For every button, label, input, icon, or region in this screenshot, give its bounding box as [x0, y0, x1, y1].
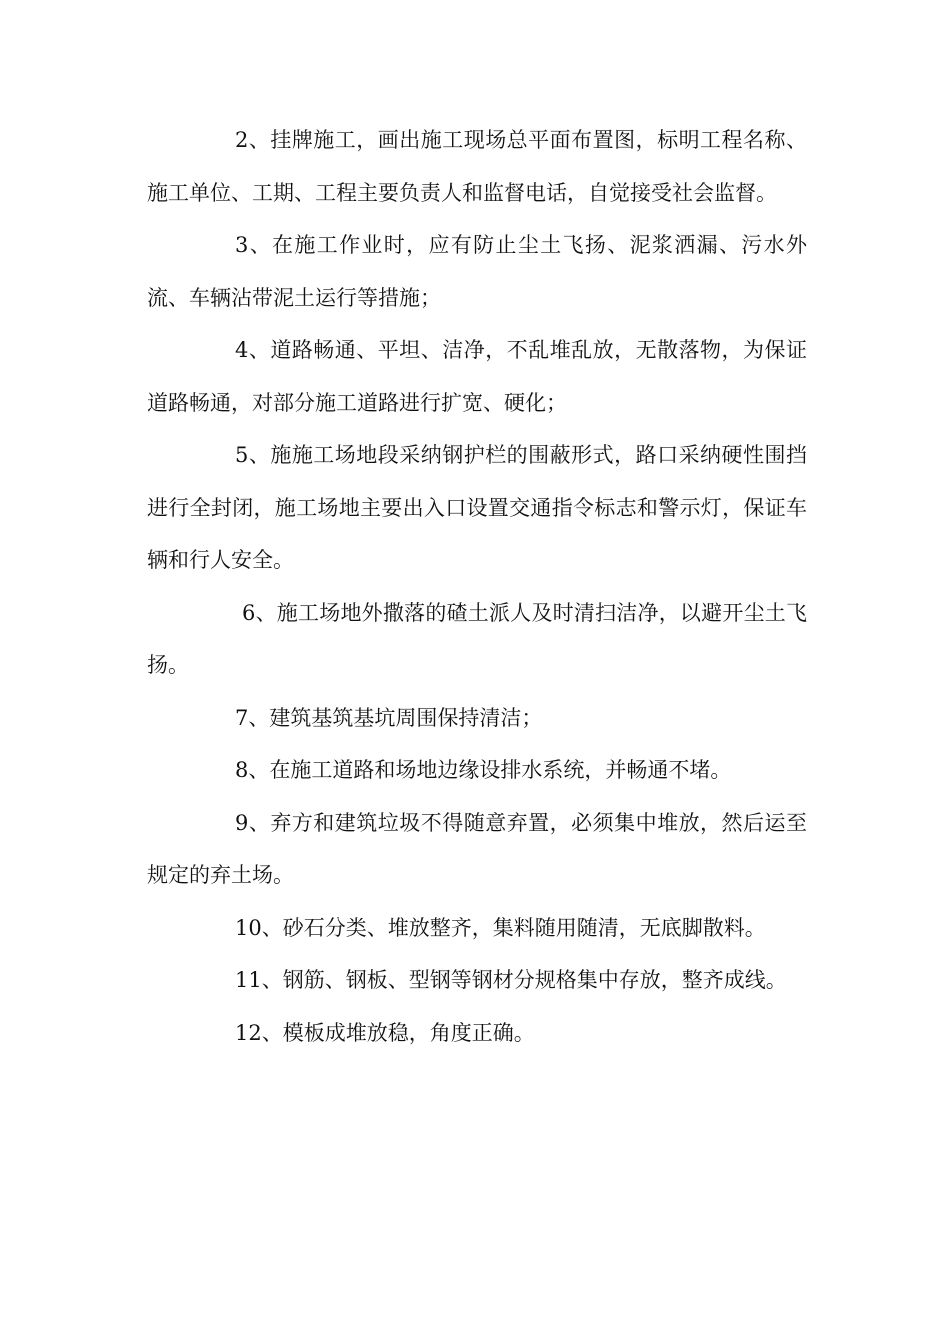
paragraph-item-11: 11、钢筋、钢板、型钢等钢材分规格集中存放，整齐成线。: [235, 968, 787, 992]
document-body: [147, 114, 807, 1059]
paragraph-item-12: 12、模板成堆放稳，角度正确。: [235, 1020, 535, 1045]
paragraph-item-8: 8、在施工道路和场地边缘设排水系统，并畅通不堵。: [235, 758, 732, 782]
paragraph-item-2: 2、挂牌施工，画出施工现场总平面布置图，标明工程名称、施工单位、工期、工程主要负责人和监督电话，自觉接受社会监督。: [147, 128, 807, 205]
paragraph-item-9: 9、弃方和建筑垃圾不得随意弃置，必须集中堆放，然后运至规定的弃土场。: [147, 810, 807, 887]
paragraph-item-10: 10、砂石分类、堆放整齐，集料随用随清，无底脚散料。: [235, 915, 766, 940]
paragraph-item-3: 3、在施工作业时，应有防止尘土飞扬、泥浆洒漏、污水外流、车辆沾带泥土运行等措施；: [147, 233, 807, 310]
paragraph-item-5: 5、施施工场地段采纳钢护栏的围蔽形式，路口采纳硬性围挡进行全封闭，施工场地主要出入口设置交通指令标志和警示灯，保证车辆和行人安全。: [147, 443, 807, 572]
paragraph-item-7: 7、建筑基筑基坑周围保持清洁；: [235, 705, 543, 730]
paragraph-item-4: 4、道路畅通、平坦、洁净，不乱堆乱放，无散落物，为保证道路畅通，对部分施工道路进行扩宽、硬化；: [147, 338, 807, 415]
paragraph-item-6: 6、施工场地外撒落的碴土派人及时清扫洁净，以避开尘土飞扬。: [147, 600, 807, 677]
